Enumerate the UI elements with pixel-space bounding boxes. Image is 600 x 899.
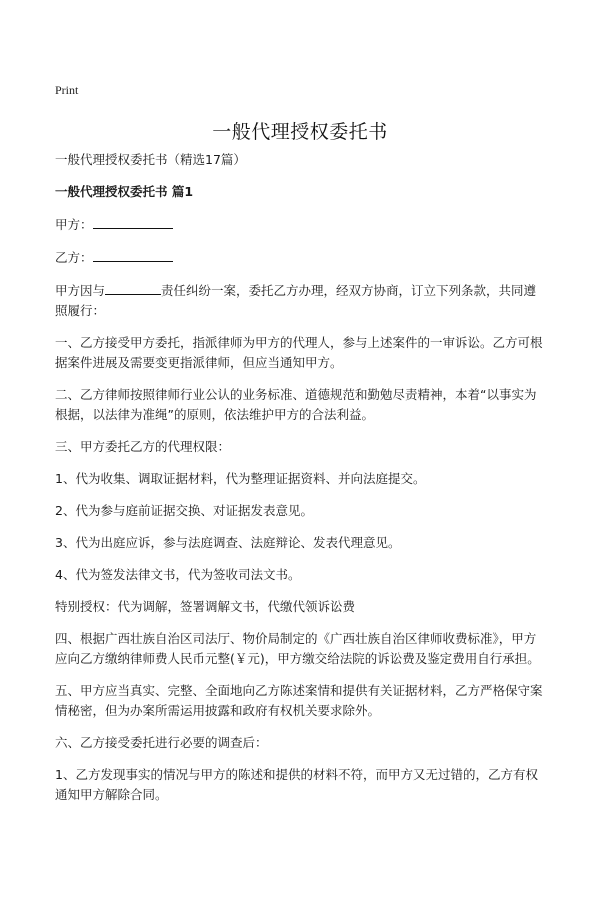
paragraph-4: 1、代为收集、调取证据材料，代为整理证据资料、并向法庭提交。 bbox=[55, 471, 426, 486]
party-b-label: 乙方： bbox=[55, 250, 93, 265]
intro-paragraph bbox=[55, 280, 547, 321]
paragraph-9: 四、根据广西壮族自治区司法厅、物价局制定的《广西壮族自治区律师收费标准》，甲方应向乙方缴纳律师费人民币元整(￥元)，甲方缴交给法院的诉讼费及鉴定费用自行承担。 bbox=[55, 631, 540, 666]
print-link[interactable]: Print bbox=[55, 83, 79, 97]
party-b-line bbox=[55, 247, 547, 268]
document-body bbox=[55, 150, 547, 817]
party-a-label: 甲方： bbox=[55, 217, 93, 232]
paragraph-3: 三、甲方委托乙方的代理权限： bbox=[55, 439, 231, 454]
paragraph-10: 五、甲方应当真实、完整、全面地向乙方陈述案情和提供有关证据材料，乙方严格保守案情秘密，但为办案所需运用披露和政府有权机关要求除外。 bbox=[55, 683, 543, 718]
document-title: 一般代理授权委托书 bbox=[212, 121, 388, 143]
document-subtitle: 一般代理授权委托书（精选17篇） bbox=[55, 152, 246, 167]
intro-blank bbox=[105, 280, 161, 295]
party-b-blank bbox=[93, 247, 173, 262]
paragraph-6: 3、代为出庭应诉，参与法庭调查、法庭辩论、发表代理意见。 bbox=[55, 535, 401, 550]
party-a-line bbox=[55, 214, 547, 235]
paragraph-8: 特别授权：代为调解，签署调解文书，代缴代领诉讼费 bbox=[55, 599, 356, 614]
paragraph-12: 1、乙方发现事实的情况与甲方的陈述和提供的材料不符，而甲方又无过错的，乙方有权通知甲方解除合同。 bbox=[55, 767, 538, 802]
paragraph-5: 2、代为参与庭前证据交换、对证据发表意见。 bbox=[55, 503, 313, 518]
section-heading: 一般代理授权委托书 篇1 bbox=[55, 184, 194, 199]
party-a-blank bbox=[93, 214, 173, 229]
intro-after: 责任纠纷一案，委托乙方办理，经双方协商，订立下列条款，共同遵照履行： bbox=[55, 283, 537, 318]
paragraph-7: 4、代为签发法律文书，代为签收司法文书。 bbox=[55, 567, 301, 582]
paragraph-11: 六、乙方接受委托进行必要的调查后： bbox=[55, 735, 268, 750]
paragraph-2: 二、乙方律师按照律师行业公认的业务标准、道德规范和勤勉尽责精神，本着“以事实为根据，以法律为准绳”的原则，依法维护甲方的合法利益。 bbox=[55, 387, 537, 422]
intro-before: 甲方因与 bbox=[55, 283, 106, 298]
paragraph-1: 一、乙方接受甲方委托，指派律师为甲方的代理人，参与上述案件的一审诉讼。乙方可根据案件进展及需要变更指派律师，但应当通知甲方。 bbox=[55, 335, 543, 370]
